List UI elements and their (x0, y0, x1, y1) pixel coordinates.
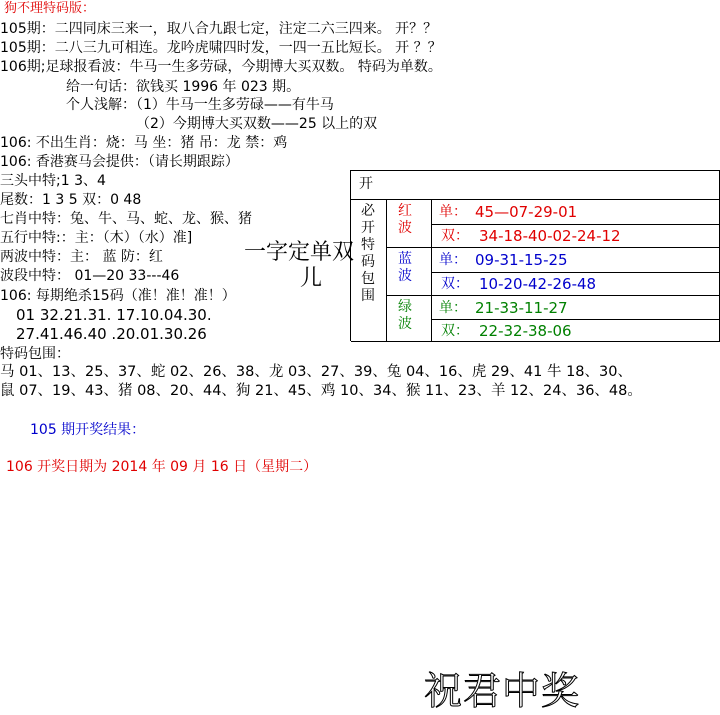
header-title: 狗不理特码版： (4, 1, 96, 16)
line-saying: 给一句话：欲钱买 1996 年 023 期。 (66, 79, 301, 95)
line-hk-jockey: 106: 香港赛马会提供：（请长期跟踪） (0, 154, 239, 170)
special-table: 开 必开特码包围 红波 蓝波 绿波 单： 45—07-29-01 双： 34-18-40-02-24-12 单： 09-31-15-25 双： 10-20-42-26-48 单： 21-33-11-27 双： 22-32-38-06 (350, 170, 720, 341)
table-top-label: 开 (359, 176, 373, 192)
line-three-heads: 三头中特;1 3、4 (0, 173, 106, 189)
line-explain-2: （2）今期博大买双数——25 以上的双 (136, 116, 378, 132)
line-kill-numbers-1: 01 32.21.31. 17.10.04.30. (16, 306, 212, 324)
result-title: 105 期开奖结果： (30, 422, 146, 438)
line-two-waves: 两波中特：主： 蓝 防：红 (0, 249, 163, 265)
group-blue: 蓝波 (398, 251, 412, 284)
overlay-char: 儿 (300, 266, 323, 291)
line-special-surround: 特码包围： (0, 346, 70, 362)
line-seven-zodiac: 七肖中特：兔、牛、马、蛇、龙、猴、猪 (0, 211, 252, 227)
line-106-football: 106期;足球报看波：牛马一生多劳碌，今期博大买双数。 特码为单数。 (0, 59, 442, 75)
line-five-elements: 五行中特:：主：（木）（水）准] (0, 230, 193, 246)
line-tail-numbers: 尾数：1 3 5 双：0 48 (0, 192, 142, 208)
line-105-a: 105期：二四同床三来一，取八合九跟七定，注定二六三四来。 开？？ (0, 21, 438, 37)
line-explain-1: 个人浅解：（1）牛马一生多劳碌——有牛马 (66, 97, 334, 113)
line-105-b: 105期：二八三九可相连。龙吟虎啸四时发，一四一五比短长。 开 ？？ (0, 40, 442, 56)
overlay-single-double: 一字定单双 (244, 240, 355, 265)
table-side-label: 必开特码包围 (361, 203, 375, 304)
line-kill-15: 106: 每期绝杀15码（准！准！准！） (0, 288, 236, 304)
line-zodiac-numbers-1: 马 01、13、25、37、蛇 02、26、38、龙 03、27、39、兔 04、16、虎 29、41 牛 18、30、 (0, 364, 632, 380)
line-wave-range: 波段中特： 01—20 33---46 (0, 268, 180, 284)
line-not-zodiac: 106: 不出生肖：烧：马 坐：猪 吊：龙 禁：鸡 (0, 135, 288, 151)
wish-text: 祝君中奖 (424, 669, 581, 713)
draw-date: 106 开奖日期为 2014 年 09 月 16 日（星期二） (6, 459, 318, 475)
line-kill-numbers-2: 27.41.46.40 .20.01.30.26 (16, 325, 207, 343)
group-green: 绿波 (398, 299, 412, 332)
line-zodiac-numbers-2: 鼠 07、19、43、猪 08、20、44、狗 21、45、鸡 10、34、猴 11、23、羊 12、24、36、48。 (0, 383, 642, 399)
group-red: 红波 (398, 203, 412, 236)
